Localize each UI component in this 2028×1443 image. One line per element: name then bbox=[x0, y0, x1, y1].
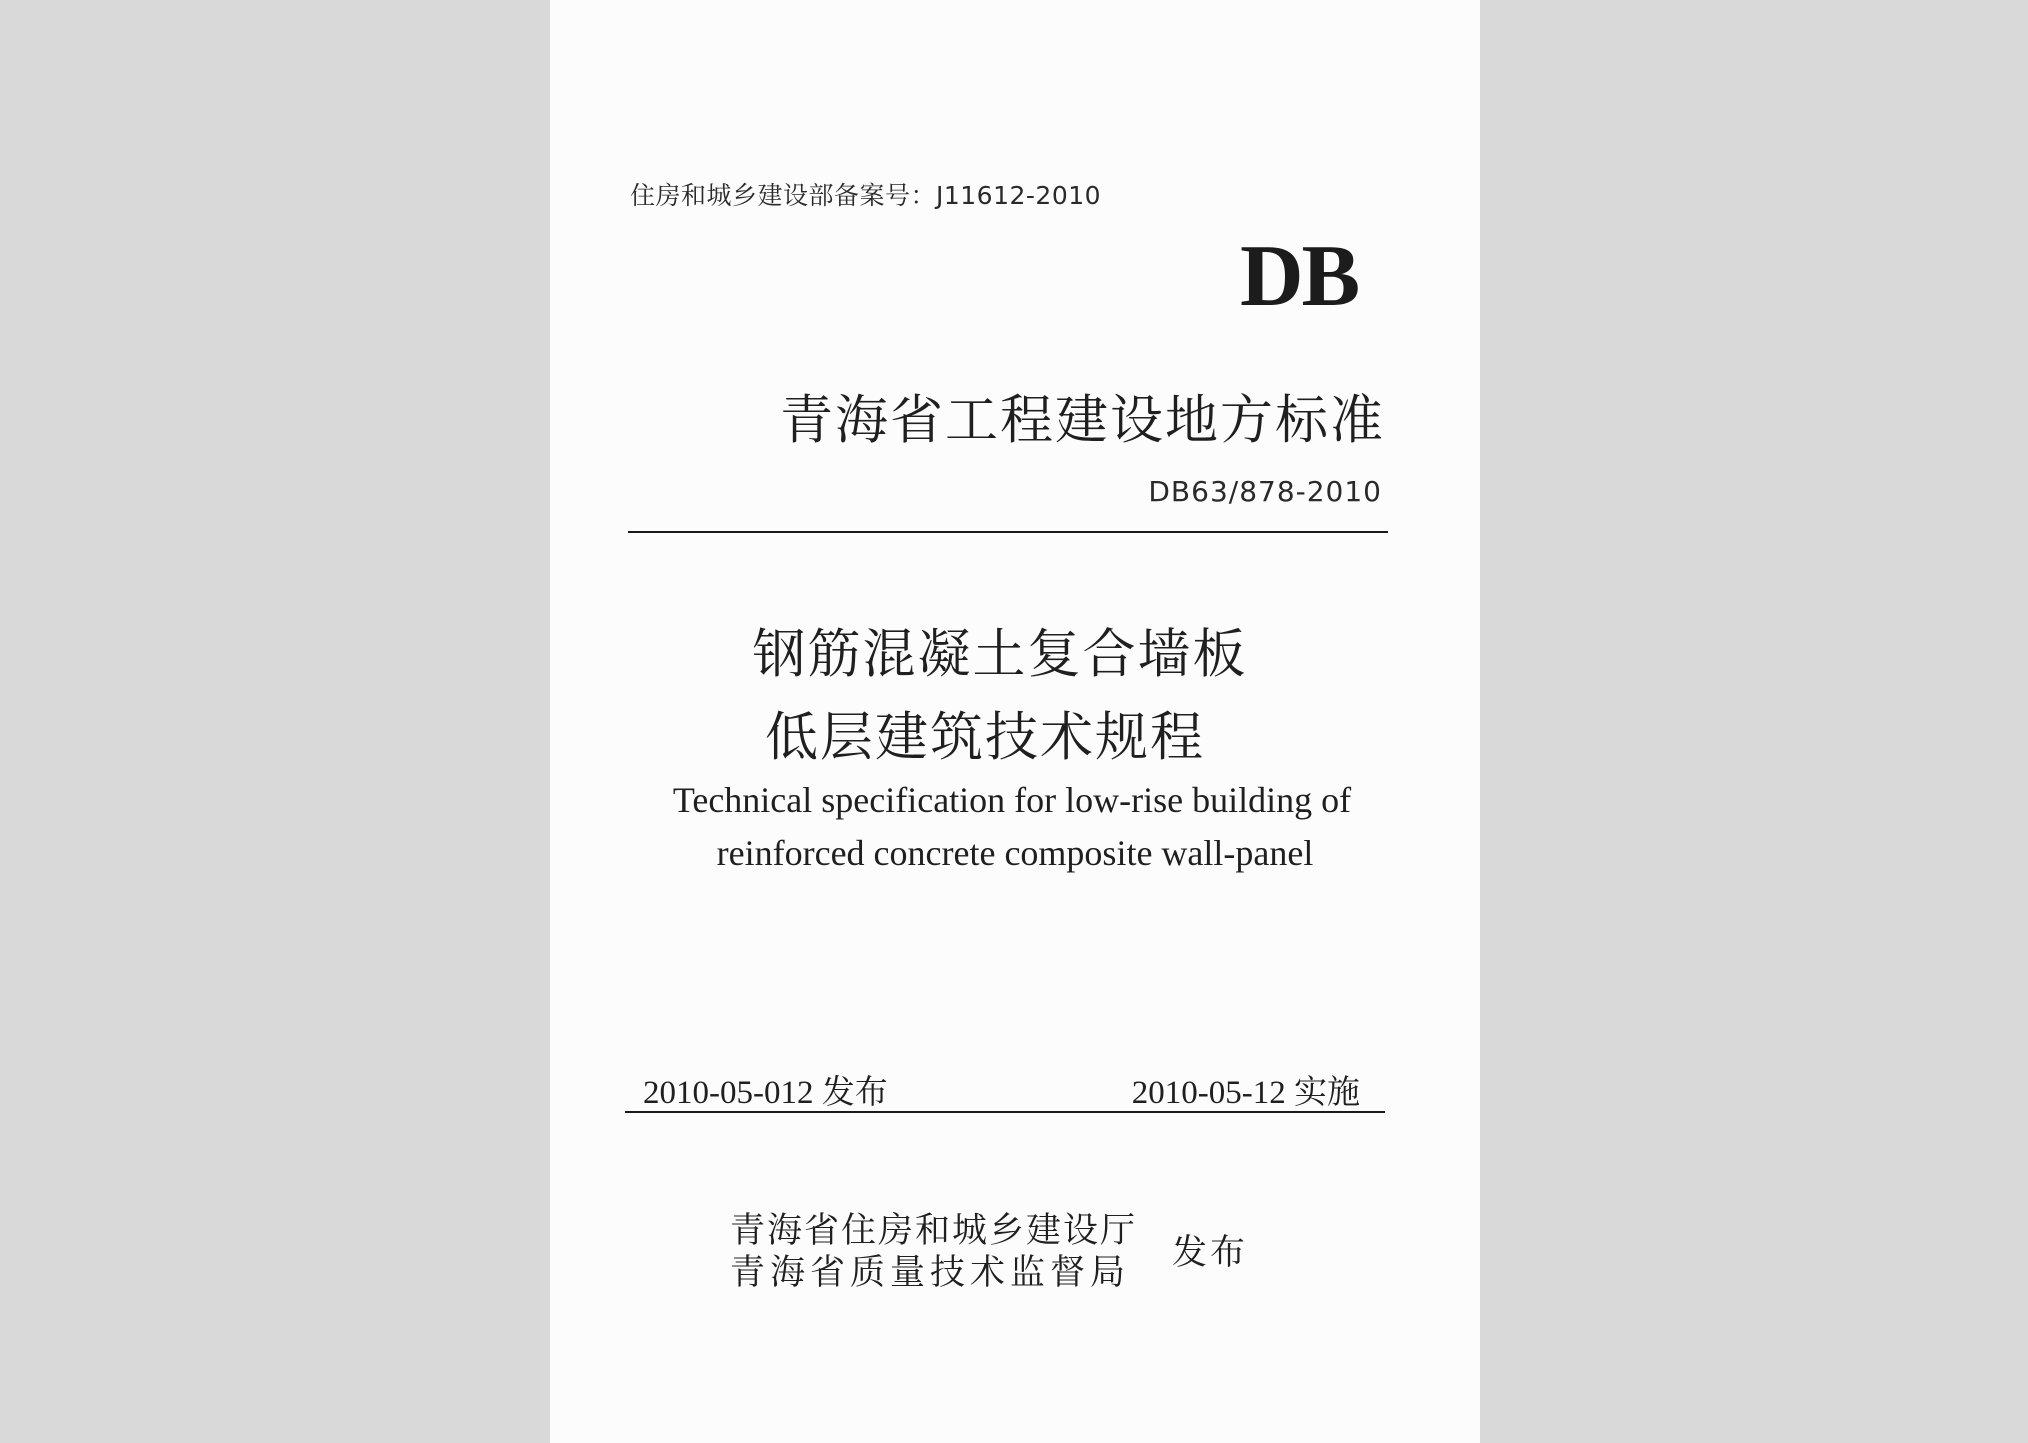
document-cover-page bbox=[550, 0, 1480, 1443]
effective-date: 2010-05-12 实施 bbox=[1131, 1075, 1360, 1111]
top-divider bbox=[628, 531, 1388, 533]
document-title-cn-line1: 钢筋混凝土复合墙板 bbox=[752, 624, 1248, 685]
publisher-line2: 青海省质量技术监督局 bbox=[730, 1253, 1131, 1293]
publisher-line1: 青海省住房和城乡建设厅 bbox=[730, 1211, 1138, 1251]
document-title-cn-line2: 低层建筑技术规程 bbox=[765, 707, 1205, 768]
document-title-en-line1: Technical specification for low-rise building of bbox=[672, 780, 1352, 820]
document-title-en-line2: reinforced concrete composite wall-panel bbox=[716, 833, 1314, 873]
standard-title: 青海省工程建设地方标准 bbox=[780, 390, 1385, 451]
publish-label: 发布 bbox=[1172, 1233, 1249, 1273]
standard-code: DB63/878-2010 bbox=[1148, 475, 1382, 508]
db-mark: DB bbox=[1240, 228, 1359, 325]
issue-date: 2010-05-012 发布 bbox=[643, 1075, 888, 1111]
record-number: 住房和城乡建设部备案号：J11612-2010 bbox=[630, 181, 1102, 210]
bottom-divider bbox=[625, 1111, 1385, 1113]
